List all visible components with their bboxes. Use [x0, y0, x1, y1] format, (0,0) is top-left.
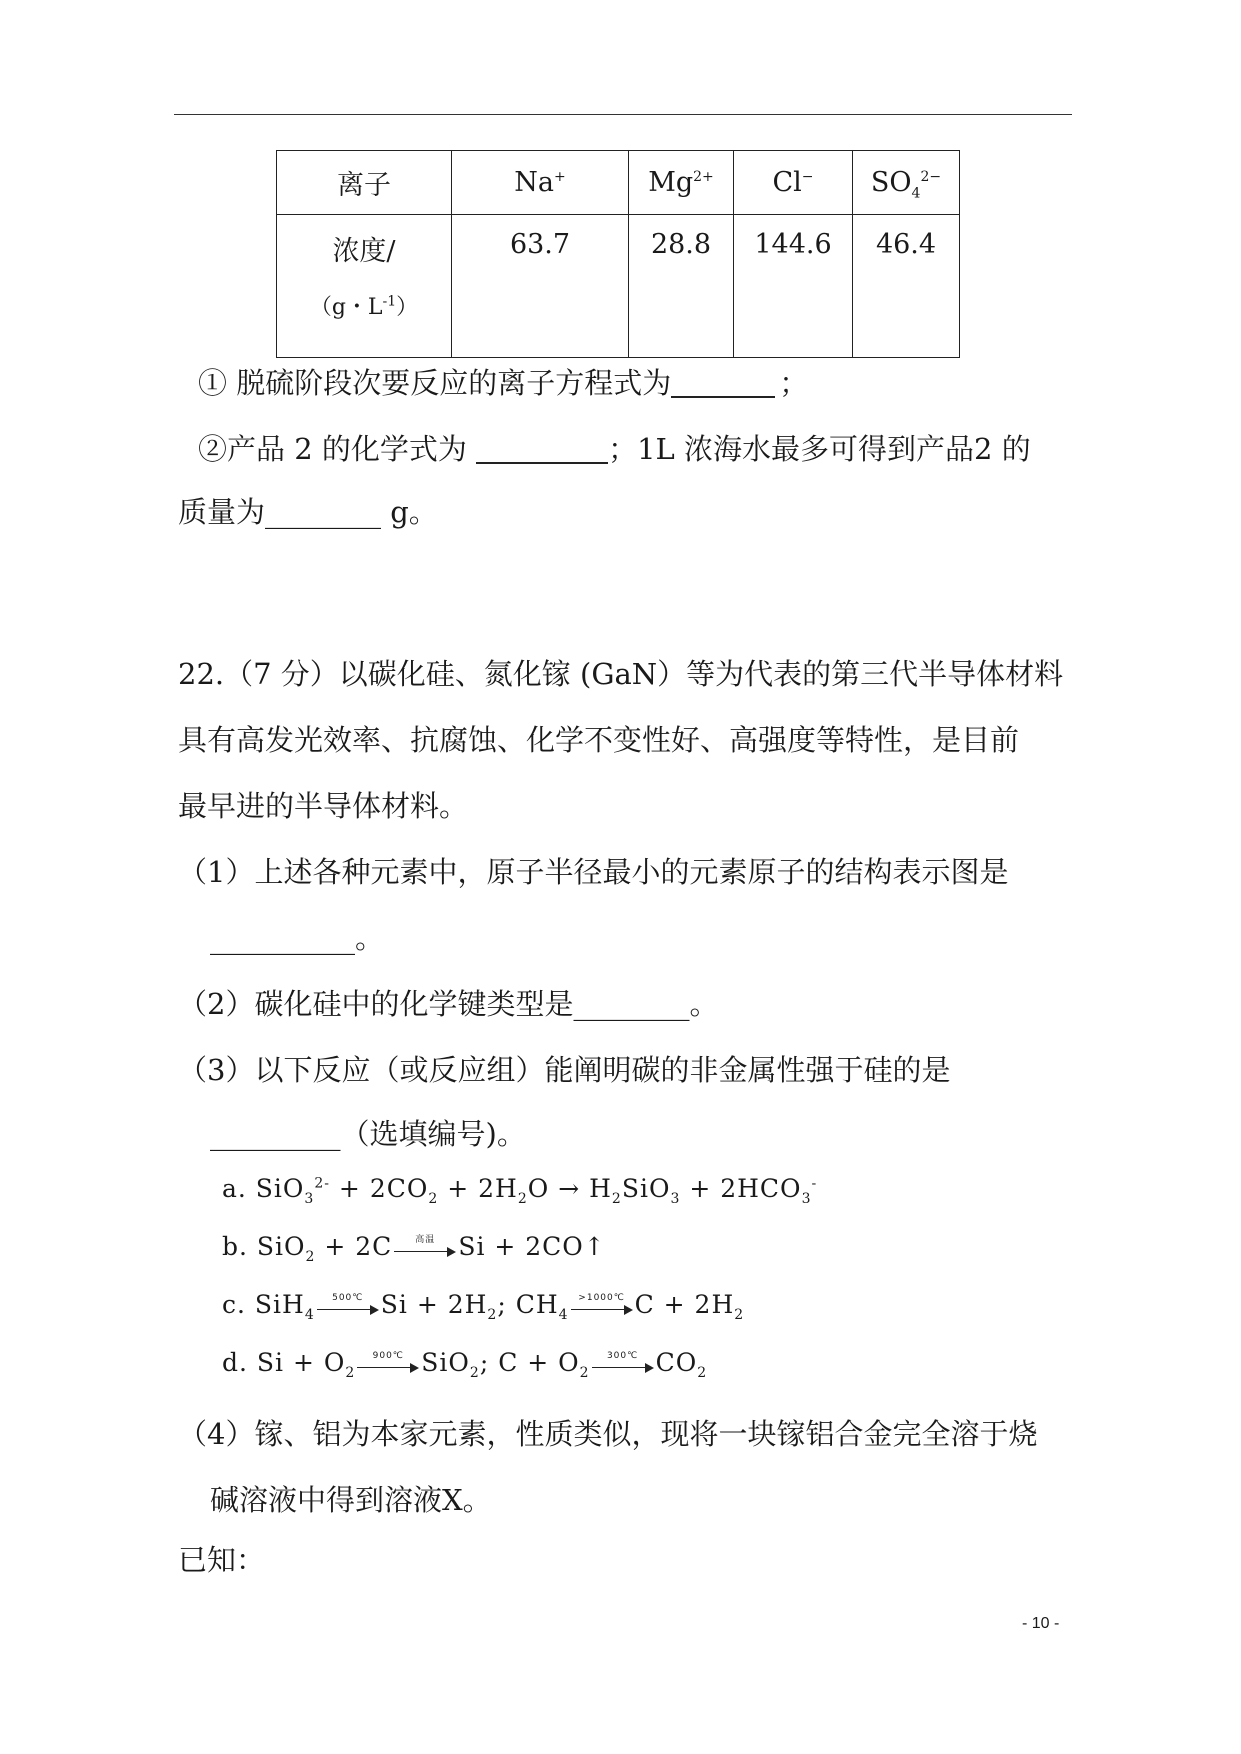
so4-subscript: 4	[911, 185, 921, 202]
q2-text-b: ；1L 浓海水最多可得到产品2 的	[608, 432, 1031, 466]
unit-a: （g・L	[309, 295, 383, 320]
page-number: - 10 -	[1022, 1615, 1060, 1632]
q1-end: ；	[779, 366, 809, 400]
q22-sub-3: （3）以下反应（或反应组）能阐明碳的非金属性强于硅的是	[178, 1053, 951, 1087]
eq-b-2: + 2C	[315, 1232, 393, 1261]
question-1	[198, 366, 808, 398]
header-rule	[174, 114, 1072, 115]
equation-b	[222, 1232, 606, 1265]
eq-a-sub3: 2	[517, 1191, 528, 1207]
eq-d-2: SiO	[421, 1348, 470, 1377]
eq-a-sub2: 2	[428, 1191, 439, 1207]
eq-c-sub3: 4	[558, 1307, 569, 1323]
eq-c-2: Si + 2H	[380, 1290, 488, 1319]
eq-a-sub4: 2	[611, 1191, 622, 1207]
eq-a-sup6: -	[811, 1175, 818, 1192]
eq-b-3: Si + 2CO↑	[458, 1232, 606, 1261]
unit-exp: -1	[382, 293, 397, 310]
eq-c-sub1: 4	[304, 1307, 315, 1323]
arrow-condition: 900℃	[372, 1350, 404, 1361]
concentration-label: 浓度/	[332, 236, 396, 267]
concentration-unit	[277, 290, 451, 321]
eq-a-sub1: 3	[304, 1191, 315, 1207]
header-mg	[629, 151, 734, 215]
eq-d-1: d. Si + O	[222, 1348, 346, 1377]
eq-c-3: ; CH	[497, 1290, 559, 1319]
reaction-arrow	[394, 1234, 456, 1256]
eq-d-sub2: 2	[469, 1365, 480, 1381]
header-so4	[853, 151, 960, 215]
q22-sub-4: （4）镓、铝为本家元素，性质类似，现将一块镓铝合金完全溶于烧	[178, 1417, 1038, 1451]
equation-c	[222, 1290, 745, 1323]
q22-line-3: 最早进的半导体材料。	[178, 789, 469, 823]
mg-label: Mg	[648, 167, 694, 198]
na-label: Na	[514, 167, 554, 198]
q2-blank	[476, 432, 608, 464]
q2c-text: 质量为________ g。	[178, 495, 438, 529]
arrow-condition: 300℃	[606, 1350, 639, 1361]
eq-c-4: C + 2H	[634, 1290, 735, 1319]
arrow-condition: 500℃	[332, 1292, 364, 1303]
eq-d-3: ; C + O	[479, 1348, 580, 1377]
eq-a-sup1: 2-	[314, 1175, 330, 1192]
reaction-arrow	[317, 1292, 379, 1314]
value-cl: 144.6	[734, 215, 853, 358]
q22-sub-2: （2）碳化硅中的化学键类型是________。	[178, 987, 719, 1021]
arrow-condition: >1000℃	[578, 1292, 625, 1303]
so4-label: SO	[870, 167, 912, 198]
arrow-condition: 高温	[415, 1234, 436, 1245]
ion-concentration-table	[276, 150, 960, 358]
eq-c-sub2: 2	[487, 1307, 498, 1323]
q22-sub-1-blank: __________。	[210, 921, 385, 955]
header-ion-label: 离子	[337, 170, 391, 201]
na-charge: +	[554, 169, 566, 185]
eq-a-2: + 2CO	[329, 1174, 429, 1203]
q2-text: ②产品 2 的化学式为	[198, 432, 477, 466]
eq-b-1: b. SiO	[222, 1232, 306, 1261]
q22-line-1: 22.（7 分）以碳化硅、氮化镓 (GaN）等为代表的第三代半导体材料	[178, 657, 1064, 691]
so4-charge: 2−	[920, 169, 942, 185]
q22-sub-3-blank: _________（选填编号)。	[210, 1117, 526, 1151]
eq-d-sub4: 2	[697, 1365, 708, 1381]
eq-a-sub5: 3	[670, 1191, 681, 1207]
eq-c-1: c. SiH	[222, 1290, 305, 1319]
value-so4: 46.4	[853, 215, 960, 358]
cl-charge: −	[801, 169, 814, 185]
mg-charge: 2+	[693, 169, 714, 185]
q22-sub-4-cont: 碱溶液中得到溶液X。	[210, 1483, 492, 1517]
eq-a-3: + 2H	[438, 1174, 518, 1203]
reaction-arrow	[592, 1350, 654, 1372]
header-ion	[277, 151, 452, 215]
reaction-arrow	[357, 1350, 419, 1372]
value-mg: 28.8	[629, 215, 734, 358]
eq-b-sub1: 2	[305, 1249, 316, 1265]
table-header-row	[277, 151, 960, 215]
q1-text: ① 脱硫阶段次要反应的离子方程式为	[198, 366, 672, 400]
known-label: 已知：	[178, 1543, 266, 1577]
question-2	[198, 432, 1031, 464]
eq-a-4: O → H	[527, 1174, 612, 1203]
eq-a-5: SiO	[621, 1174, 671, 1203]
header-na	[452, 151, 629, 215]
table-value-row	[277, 215, 960, 358]
q1-blank	[671, 366, 775, 398]
eq-a-sub6: 3	[801, 1191, 812, 1207]
eq-d-sub3: 2	[579, 1365, 590, 1381]
eq-d-sub1: 2	[345, 1365, 356, 1381]
eq-a-6: + 2HCO	[680, 1174, 802, 1203]
value-na: 63.7	[452, 215, 629, 358]
unit-b: ）	[396, 295, 419, 320]
q22-sub-1: （1）上述各种元素中，原子半径最小的元素原子的结构表示图是	[178, 855, 1009, 889]
q22-line-2: 具有高发光效率、抗腐蚀、化学不变性好、高强度等特性，是目前	[178, 723, 1020, 757]
eq-a-1: a. SiO	[222, 1174, 305, 1203]
cl-label: Cl	[772, 167, 802, 198]
question-2-cont	[178, 495, 438, 529]
eq-c-sub4: 2	[734, 1307, 745, 1323]
header-cl	[734, 151, 853, 215]
reaction-arrow	[571, 1292, 633, 1314]
eq-d-4: CO	[655, 1348, 698, 1377]
row-label-cell	[277, 215, 452, 358]
equation-a	[222, 1174, 818, 1207]
equation-d	[222, 1348, 708, 1381]
